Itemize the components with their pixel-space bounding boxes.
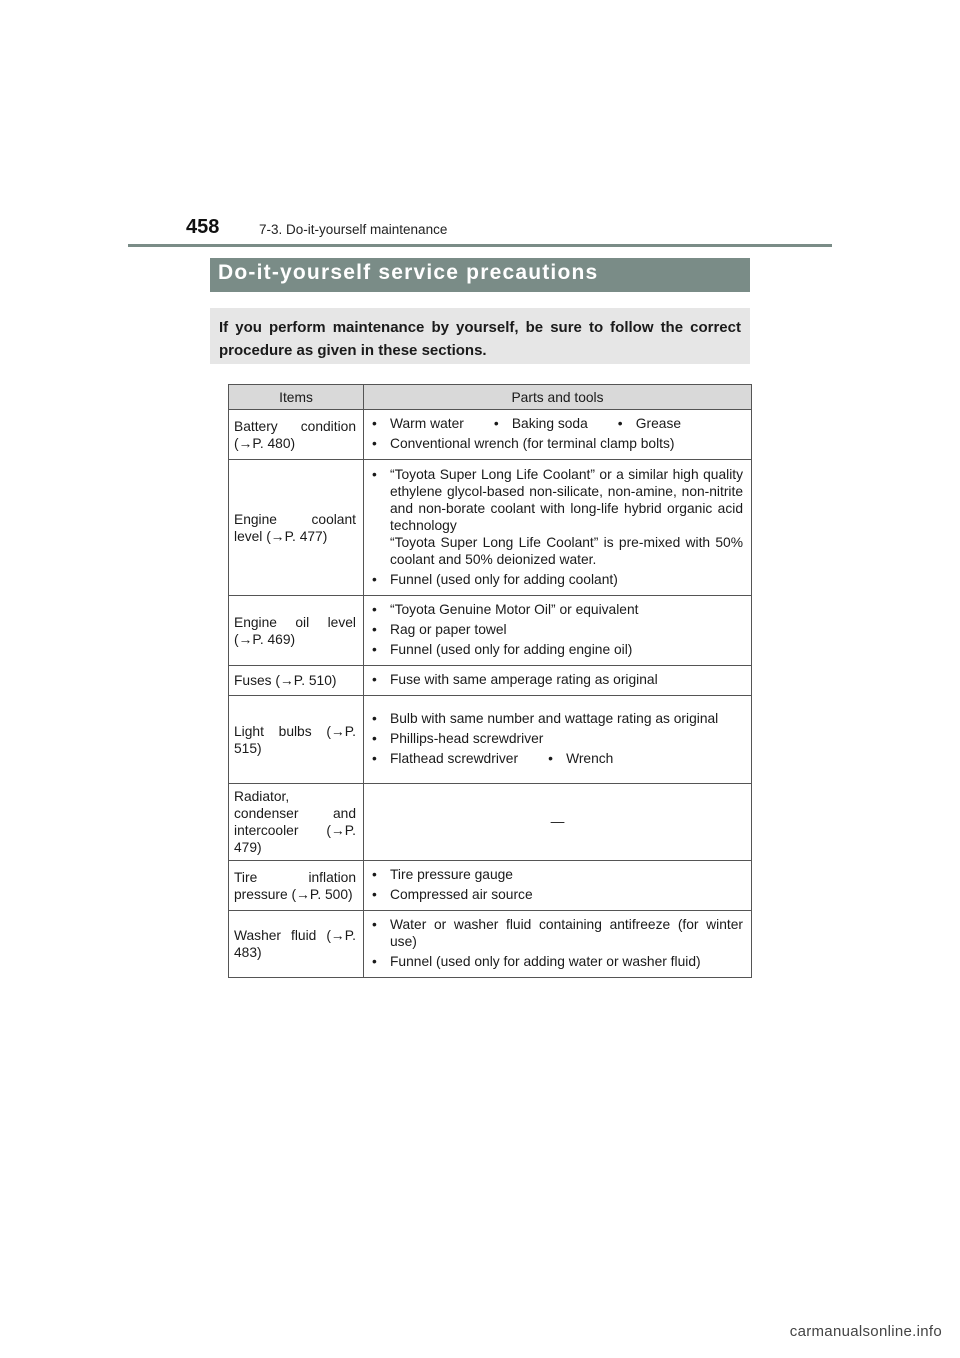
item-cell: Radiator, condenser and intercooler (→P. 479) — [229, 784, 364, 861]
tool-text: Tire pressure gauge — [390, 867, 513, 882]
tool-text: Compressed air source — [390, 887, 533, 902]
bullet-icon: • — [372, 917, 377, 932]
section-title: 7-3. Do-it-yourself maintenance — [259, 222, 448, 237]
bullet-icon: • — [372, 867, 377, 882]
table-row — [229, 696, 752, 784]
header-divider — [128, 244, 832, 247]
tool-text: Baking soda — [511, 416, 588, 431]
item-cell: Engine coolant level (→P. 477) — [229, 460, 364, 596]
tools-cell — [364, 696, 752, 784]
list-item — [372, 571, 743, 588]
watermark: carmanualsonline.info — [789, 1323, 942, 1340]
tool-text: Conventional wrench (for terminal clamp bolts) — [390, 436, 675, 451]
bullet-icon: • — [372, 416, 377, 431]
list-item — [372, 953, 743, 970]
list-item — [372, 916, 743, 950]
tool-text: Fuse with same amperage rating as original — [390, 672, 658, 687]
tool-text: Rag or paper towel — [390, 622, 507, 637]
list-item — [372, 866, 743, 883]
bullet-icon: • — [372, 731, 377, 746]
tool-text: Bulb with same number and wattage rating as original — [390, 711, 719, 726]
table-row — [229, 861, 752, 911]
table-row — [229, 596, 752, 666]
bullet-icon: • — [372, 642, 377, 657]
bullet-icon: • — [493, 416, 499, 431]
bullet-icon: • — [617, 416, 623, 431]
tool-text: Water or washer fluid containing antifreeze (for winter use) — [390, 917, 743, 949]
bullet-icon: • — [548, 751, 553, 766]
list-item — [372, 671, 743, 688]
bullet-icon: • — [372, 622, 377, 637]
table-row — [229, 911, 752, 978]
tool-text: Wrench — [566, 751, 614, 766]
bullet-icon: • — [372, 751, 377, 766]
tool-text: Funnel (used only for adding engine oil) — [390, 642, 633, 657]
table-row — [229, 784, 752, 861]
tool-text: Phillips-head screwdriver — [390, 731, 544, 746]
table-row — [229, 410, 752, 460]
bullet-icon: • — [372, 887, 377, 902]
list-item — [372, 415, 743, 432]
list-item — [372, 641, 743, 658]
item-cell: Washer fluid (→P. 483) — [229, 911, 364, 978]
tools-cell — [364, 410, 752, 460]
list-item — [372, 601, 743, 618]
list-item — [372, 435, 743, 452]
item-cell: Tire inflation pressure (→P. 500) — [229, 861, 364, 911]
list-item — [372, 710, 743, 727]
tool-text: “Toyota Genuine Motor Oil” or equivalent — [390, 602, 639, 617]
tool-text: Warm water — [390, 416, 464, 431]
tools-cell — [364, 666, 752, 696]
tool-text: Funnel (used only for adding coolant) — [390, 571, 618, 587]
tool-text: Flathead screwdriver — [390, 751, 519, 766]
item-cell: Battery condition (→P. 480) — [229, 410, 364, 460]
tool-text: Funnel (used only for adding water or washer fluid) — [390, 954, 701, 969]
item-cell: Light bulbs (→P. 515) — [229, 696, 364, 784]
tools-cell — [364, 596, 752, 666]
bullet-icon: • — [372, 466, 377, 482]
table-row — [229, 460, 752, 596]
tool-note: “Toyota Super Long Life Coolant” is pre-mixed with 50% coolant and 50% deionized water. — [390, 534, 743, 567]
list-item — [372, 886, 743, 903]
tools-cell — [364, 911, 752, 978]
not-applicable-dash: — — [550, 813, 565, 829]
list-item — [372, 466, 743, 568]
tools-cell — [364, 861, 752, 911]
page-title: Do-it-yourself service precautions — [210, 258, 750, 292]
list-item — [372, 621, 743, 638]
service-table — [228, 384, 752, 978]
tool-text: Grease — [635, 416, 682, 431]
list-item — [372, 730, 743, 747]
item-cell: Engine oil level (→P. 469) — [229, 596, 364, 666]
tools-cell — [364, 784, 752, 861]
intro-text: If you perform maintenance by yourself, be sure to follow the correct procedure as given in these sections. — [210, 308, 750, 364]
column-header-items: Items — [229, 385, 364, 410]
page-header — [186, 212, 832, 246]
bullet-icon: • — [372, 954, 377, 969]
list-item — [372, 750, 743, 767]
bullet-icon: • — [372, 672, 377, 687]
column-header-parts: Parts and tools — [364, 385, 752, 410]
table-header-row — [229, 385, 752, 410]
bullet-icon: • — [372, 436, 377, 451]
item-cell: Fuses (→P. 510) — [229, 666, 364, 696]
bullet-icon: • — [372, 602, 377, 617]
table-row — [229, 666, 752, 696]
tool-text: “Toyota Super Long Life Coolant” or a similar high quality ethylene glycol-based non-silicate, non-amine, non-nitrite and non-borate coolant with long-life hybrid organic acid technology — [390, 466, 743, 533]
bullet-icon: • — [372, 711, 377, 726]
page-number: 458 — [186, 216, 220, 238]
bullet-icon: • — [372, 571, 377, 587]
tools-cell — [364, 460, 752, 596]
